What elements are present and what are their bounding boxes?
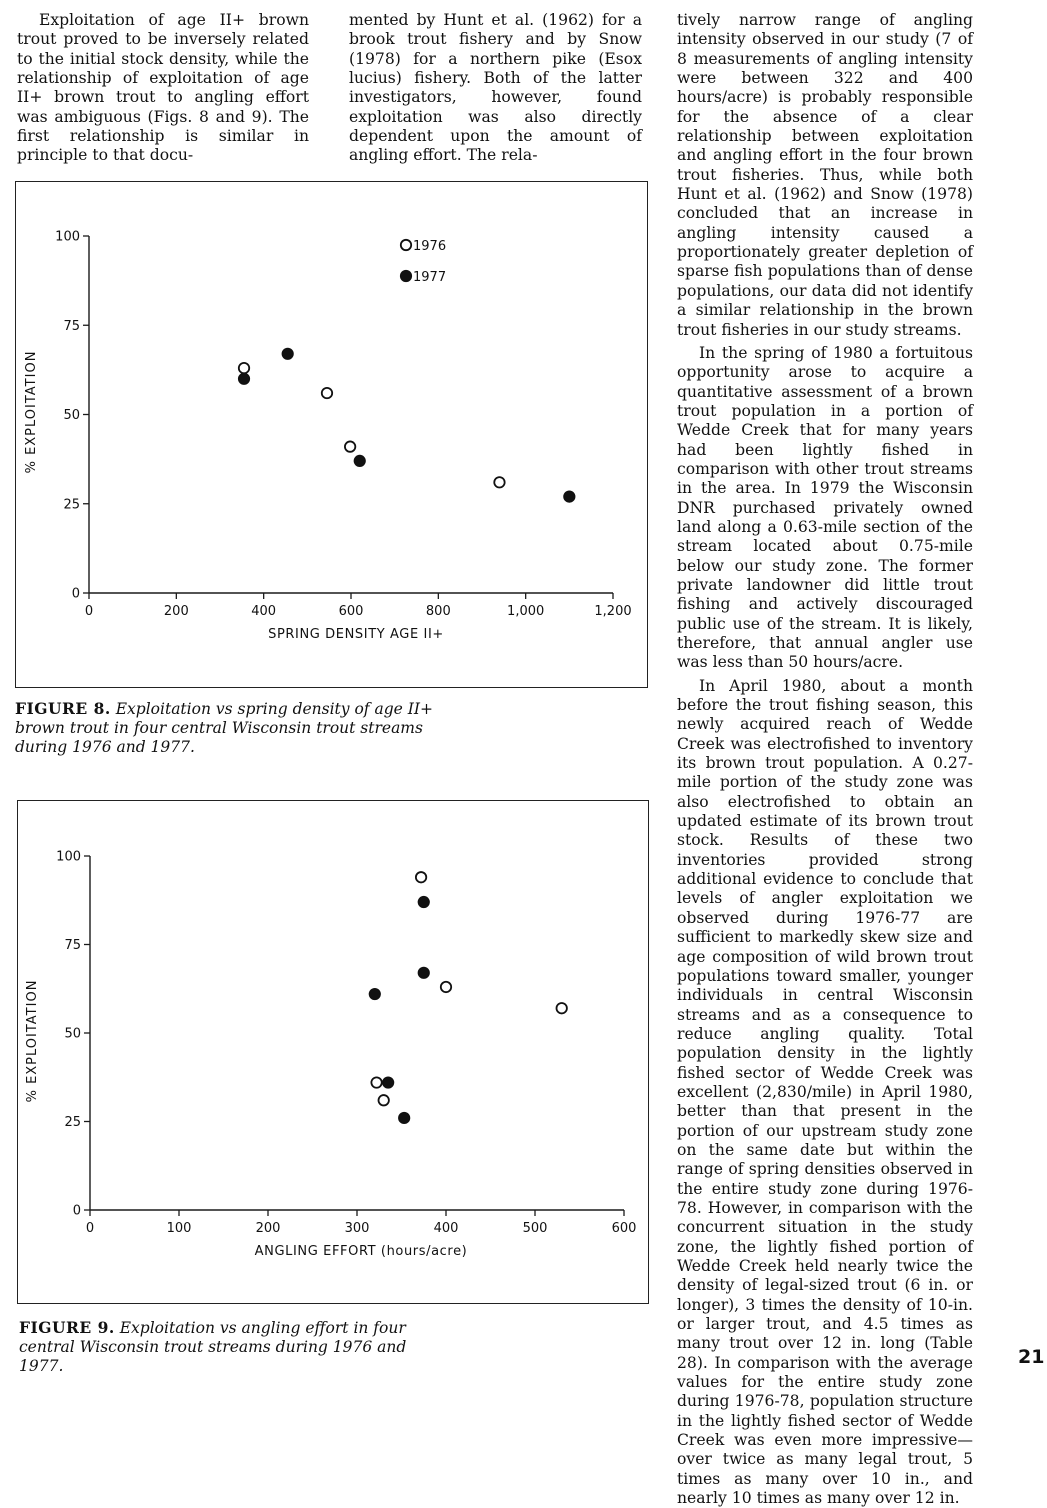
- data-point-1976: [345, 441, 355, 451]
- data-point-1976: [441, 982, 451, 992]
- x-tick-label: 600: [338, 604, 364, 619]
- data-point-1976: [379, 1095, 389, 1105]
- legend-label-1977: 1977: [413, 270, 447, 285]
- x-tick-label: 400: [251, 604, 277, 619]
- x-tick-label: 500: [522, 1221, 548, 1236]
- legend-marker-1976: [401, 240, 411, 250]
- y-axis-label: % EXPLOITATION: [24, 350, 39, 474]
- y-tick-label: 50: [63, 408, 80, 423]
- text-column-1: [17, 11, 309, 166]
- y-tick-label: 25: [63, 497, 80, 513]
- x-axis-label: ANGLING EFFORT (hours/acre): [254, 1244, 468, 1259]
- text-column-3: [677, 11, 973, 1508]
- y-tick-label: 100: [55, 229, 80, 245]
- y-tick-label: 50: [64, 1026, 81, 1042]
- paragraph: tively narrow range of angling intensity observed in our study (7 of 8 measurements of angling intensity were between 322 and 400 hours/acre) is probably responsible for the absence of a clear relationship between exploitation and angling effort in the four brown trout fisheries. Thus, while both Hunt et al. (1962) and Snow (1978) concluded that an increase in angling intensity caused a proportionately greater depletion of sparse fish populations than of dense populations, our data did not identify a similar relationship in the brown trout fisheries in our study streams.: [677, 11, 973, 339]
- x-tick-label: 100: [166, 1221, 192, 1236]
- x-tick-label: 1,200: [594, 604, 632, 619]
- legend-label-1976: 1976: [413, 239, 447, 254]
- data-point-1977: [564, 491, 575, 502]
- x-tick-label: 800: [425, 604, 451, 619]
- paragraph: Exploitation of age II+ brown trout proved to be inversely related to the initial stock density, while the relationship of exploitation of age II+ brown trout to angling effort was ambiguous (Figs. 8 and 9). The first relationship is similar in principle to that docu-: [17, 11, 309, 165]
- figure-9-caption-text: Exploitation vs angling effort in four central Wisconsin trout streams during 1976 and 1977.: [19, 1319, 407, 1375]
- x-tick-label: 0: [84, 604, 94, 619]
- data-point-1976: [371, 1077, 381, 1087]
- x-tick-label: 600: [611, 1221, 637, 1236]
- figure-8-label: FIGURE 8.: [15, 699, 111, 718]
- data-point-1977: [282, 348, 293, 359]
- y-tick-label: 25: [64, 1115, 81, 1130]
- figure-8-chart: [16, 182, 646, 686]
- data-point-1976: [494, 477, 504, 487]
- paragraph: mented by Hunt et al. (1962) for a brook trout fishery and by Snow (1978) for a northern pike (Esox lucius) fishery. Both of the latter investigators, however, found exploitation was also directly dependent upon the amount of angling effort. The rela-: [349, 11, 642, 165]
- y-tick-label: 0: [71, 586, 80, 602]
- y-tick-label: 100: [56, 849, 81, 865]
- data-point-1977: [399, 1112, 410, 1123]
- data-point-1977: [354, 455, 365, 466]
- data-point-1977: [383, 1077, 394, 1088]
- page-number: 21: [1018, 1346, 1045, 1368]
- y-tick-label: 75: [64, 938, 81, 953]
- x-tick-label: 300: [344, 1221, 370, 1236]
- figure-9-caption: [19, 1318, 444, 1376]
- data-point-1976: [322, 388, 332, 398]
- figure-8-caption-text: Exploitation vs spring density of age II+ brown trout in four central Wisconsin trout streams during 1976 and 1977.: [15, 700, 433, 756]
- x-tick-label: 0: [85, 1221, 95, 1236]
- x-tick-label: 200: [255, 1221, 281, 1236]
- text-column-2: [349, 11, 642, 166]
- x-tick-label: 200: [163, 604, 189, 619]
- y-tick-label: 75: [63, 318, 80, 334]
- y-axis-label: % EXPLOITATION: [25, 979, 40, 1103]
- data-point-1976: [416, 872, 426, 882]
- data-point-1977: [418, 967, 429, 978]
- x-axis-label: SPRING DENSITY AGE II+: [268, 627, 444, 642]
- data-point-1976: [557, 1003, 567, 1013]
- figure-9-label: FIGURE 9.: [19, 1318, 115, 1337]
- data-point-1977: [238, 373, 249, 384]
- paragraph: In April 1980, about a month before the trout fishing season, this newly acquired reach of Wedde Creek was electrofished to inventory its brown trout population. A 0.27-mile portion of the study zone was also electrofished to obtain an updated estimate of its brown trout stock. Results of these two inventories provided strong additional evidence to conclude that levels of angler exploitation we observed during 1976-77 are sufficient to markedly skew size and age composition of wild brown trout populations toward smaller, younger individuals in central Wisconsin streams and as a consequence to reduce angling quality. Total population density in the lightly fished sector of Wedde Creek was excellent (2,830/mile) in April 1980, better than that present in the portion of our upstream study zone on the same date but within the range of spring densities observed in the entire study zone during 1976-78. However, in comparison with the concurrent situation in the study zone, the lightly fished portion of Wedde Creek held nearly twice the density of legal-sized trout (6 in. or longer), 3 times the density of 10-in. or larger trout, and 4.5 times as many trout over 12 in. long (Table 28). In comparison with the average values for the entire study zone during 1976-78, population structure in the lightly fished sector of Wedde Creek was even more impressive—over twice as many legal trout, 5 times as many over 10 in., and nearly 10 times as many over 12 in.: [677, 676, 973, 1508]
- paragraph: In the spring of 1980 a fortuitous opportunity arose to acquire a quantitative assessment of a brown trout population in a portion of Wedde Creek that for many years had been lightly fished in comparison with other trout streams in the area. In 1979 the Wisconsin DNR purchased privately owned land along a 0.63-mile section of the stream located about 0.75-mile below our study zone. The former private landowner did little trout fishing and actively discouraged public use of the stream. It is likely, therefore, that annual angler use was less than 50 hours/acre.: [677, 343, 973, 672]
- data-point-1977: [418, 896, 429, 907]
- y-tick-label: 0: [72, 1203, 81, 1219]
- data-point-1977: [369, 988, 380, 999]
- x-tick-label: 1,000: [507, 604, 545, 619]
- figure-8-frame: [15, 181, 648, 688]
- legend-marker-1977: [400, 270, 411, 281]
- figure-9-chart: [18, 801, 647, 1302]
- figure-9-frame: [17, 800, 649, 1304]
- figure-8-caption: [15, 699, 435, 757]
- x-tick-label: 400: [433, 1221, 459, 1236]
- data-point-1976: [239, 363, 249, 373]
